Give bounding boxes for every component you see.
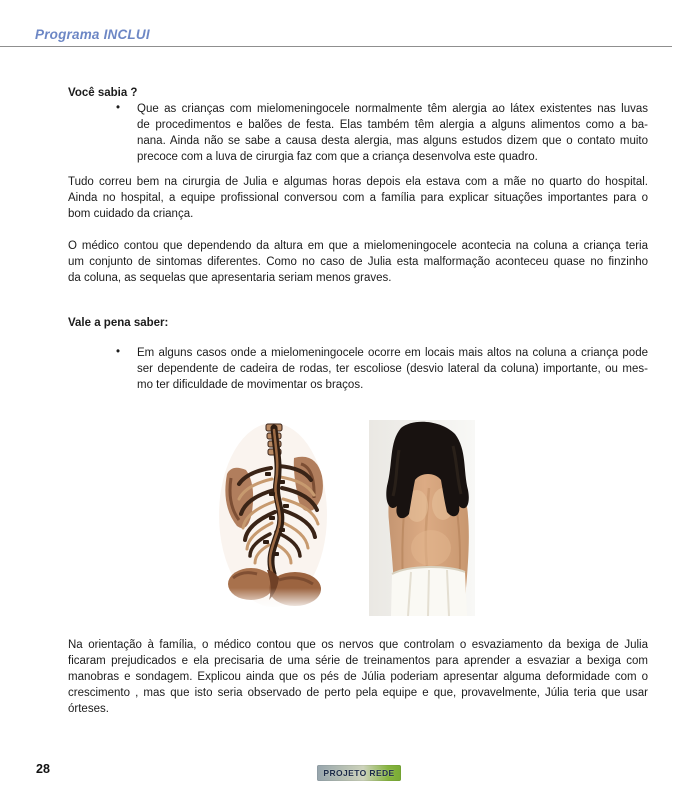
text-line: bom cuidado da criança. bbox=[68, 208, 194, 220]
text-line: nana. Ainda não se sabe a causa desta alergia, mas alguns estudos dizem que o contato muito bbox=[137, 135, 648, 147]
text-line: Ainda no hospital, a equipe profissional conversou com a família para explicar situações importantes para o bbox=[68, 192, 648, 204]
bullet-icon: • bbox=[116, 102, 121, 114]
page-content bbox=[68, 85, 648, 717]
text-line: Na orientação à família, o médico contou que os nervos que controlam o esvaziamento da bexiga de Julia bbox=[68, 639, 648, 651]
paragraph-cirurgia bbox=[68, 174, 648, 222]
header-rule bbox=[0, 46, 672, 47]
woman-back-photo bbox=[369, 420, 475, 616]
text-line: precoce com a luva de cirurgia faz com que a criança desenvolva este quadro. bbox=[137, 151, 538, 163]
heading-voce-sabia: Você sabia ? bbox=[68, 87, 138, 99]
badge-label: PROJETO REDE bbox=[323, 768, 395, 778]
bullet-item-escoliose bbox=[68, 345, 648, 393]
text-line: manobras e sondagem. Explicou ainda que os pés de Júlia poderiam apresentar alguma deformidade com o bbox=[68, 671, 648, 683]
figure-row bbox=[217, 420, 648, 616]
text-line: ficaram prejudicados e ela precisaria de uma série de treinamentos para aprender a esvaziar a bexiga com bbox=[68, 655, 648, 667]
text-line: Que as crianças com mielomeningocele normalmente têm alergia ao látex existentes nas luvas bbox=[137, 103, 648, 115]
header-title: Programa INCLUI bbox=[35, 27, 150, 42]
text-line: Em alguns casos onde a mielomeningocele ocorre em locais mais altos na coluna a criança pode bbox=[137, 347, 648, 359]
bullet-icon: • bbox=[116, 346, 121, 358]
projeto-rede-badge bbox=[317, 765, 401, 781]
text-line: ser dependente de cadeira de rodas, ter escoliose (desvio lateral da coluna) importante, ou mes- bbox=[137, 363, 648, 375]
text-line: órteses. bbox=[68, 703, 109, 715]
text-line: de procedimentos e balões de festa. Elas também têm alergia a alguns alimentos como a ba- bbox=[137, 119, 648, 131]
text-line: da coluna, as sequelas que apresentaria seriam menos graves. bbox=[68, 272, 392, 284]
text-line: O médico contou que dependendo da altura em que a mielomeningocele acontecia na coluna a criança teria bbox=[68, 240, 648, 252]
text-line: um conjunto de sintomas diferentes. Como no caso de Julia esta malformação aconteceu quase no finzinho bbox=[68, 256, 648, 268]
bullet-item-latex bbox=[68, 101, 648, 165]
text-line: Tudo correu bem na cirurgia de Julia e algumas horas depois ela estava com a mãe no quarto do hospital. bbox=[68, 176, 648, 188]
paragraph-medico bbox=[68, 238, 648, 286]
skeleton-scoliosis-image bbox=[217, 420, 329, 610]
paragraph-orientacao bbox=[68, 637, 648, 717]
text-line: crescimento , mas que isto seria observado de perto pela equipe e que, provavelmente, Júlia teria que usar bbox=[68, 687, 648, 699]
heading-vale-a-pena: Vale a pena saber: bbox=[68, 317, 169, 329]
page-number: 28 bbox=[36, 762, 50, 776]
text-line: mo ter dificuldade de movimentar os braços. bbox=[137, 379, 364, 391]
